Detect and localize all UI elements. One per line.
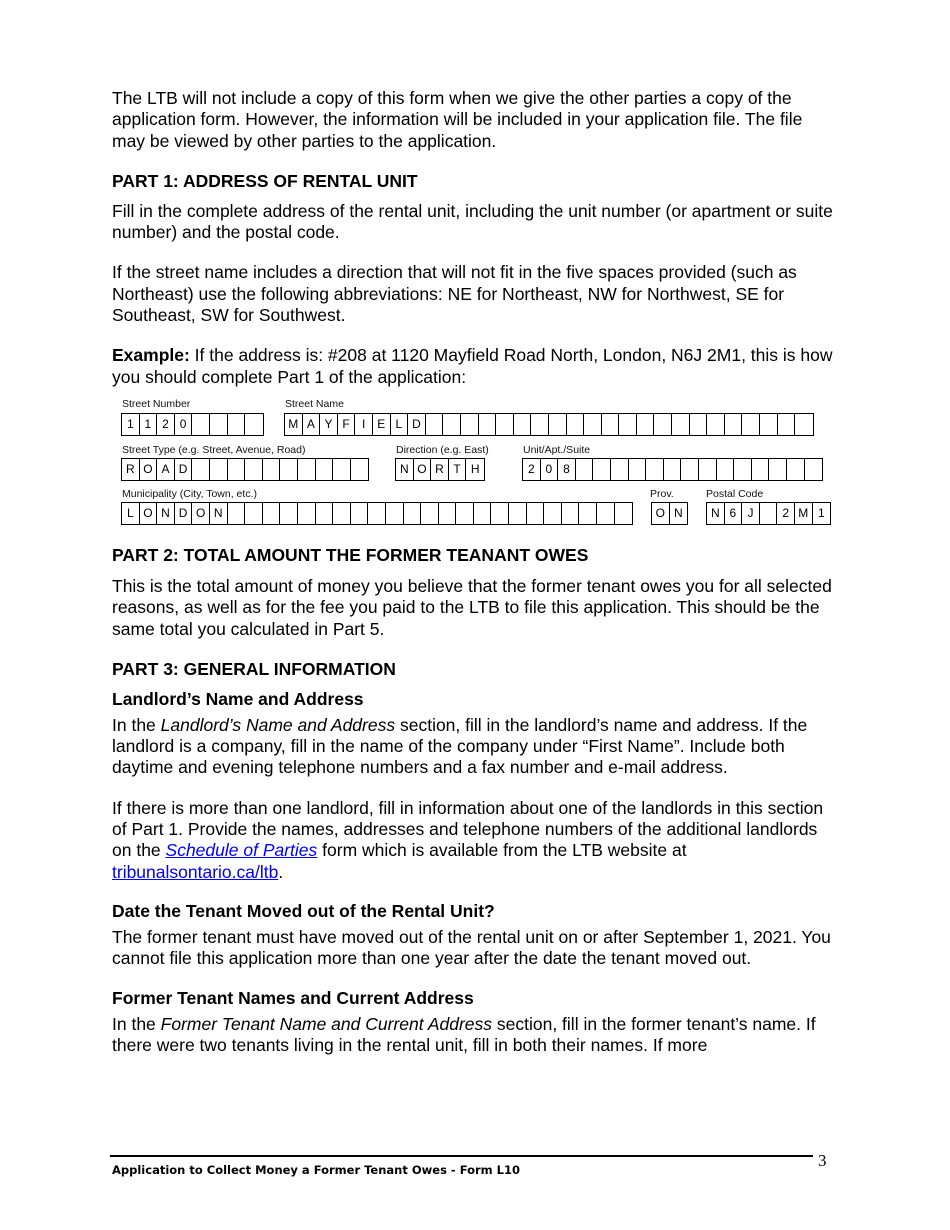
char-box: D	[175, 459, 193, 480]
char-box	[298, 459, 316, 480]
text-em: Landlord’s Name and Address	[160, 714, 396, 735]
char-box: 2	[523, 459, 541, 480]
char-box: 1	[122, 414, 140, 435]
char-box: N	[707, 503, 725, 524]
char-box	[778, 414, 796, 435]
example-label: Example:	[112, 345, 190, 366]
char-box	[192, 459, 210, 480]
char-box: O	[414, 459, 432, 480]
schedule-of-parties-link[interactable]: Schedule of Parties	[165, 840, 318, 861]
char-box	[245, 459, 263, 480]
char-box: M	[285, 414, 303, 435]
former-tenant-heading: Former Tenant Names and Current Address	[112, 987, 474, 1008]
char-box: D	[408, 414, 426, 435]
char-box	[717, 459, 735, 480]
char-box	[593, 459, 611, 480]
char-box: Y	[320, 414, 338, 435]
char-box: 1	[818, 506, 825, 521]
page-number: 3	[818, 1151, 827, 1170]
postal-code-boxes	[706, 502, 831, 525]
char-box	[611, 459, 629, 480]
char-box: 6	[725, 503, 743, 524]
char-box	[752, 459, 770, 480]
char-box: N	[157, 503, 175, 524]
char-box: R	[431, 459, 449, 480]
char-box	[760, 503, 778, 524]
char-box: O	[192, 503, 210, 524]
char-box	[707, 414, 725, 435]
char-box: M	[795, 503, 813, 524]
text: If there is more than one landlord, fill in information about one of the landlords in this section of Part 1. Provide the names, addresses and telephone numbers of the additional landlords on the	[112, 797, 824, 861]
landlord-paragraph-1	[112, 715, 834, 779]
char-box: N	[674, 506, 683, 521]
char-box	[228, 414, 246, 435]
part1-heading: PART 1: ADDRESS OF RENTAL UNIT	[112, 170, 418, 191]
char-box	[742, 414, 760, 435]
text: form which is available from the LTB website at	[317, 840, 687, 861]
char-box	[615, 503, 633, 524]
street-type-label: Street Type (e.g. Street, Avenue, Road)	[122, 443, 306, 456]
char-box	[351, 459, 369, 480]
char-box	[602, 414, 620, 435]
char-box	[298, 503, 316, 524]
char-box	[479, 414, 497, 435]
intro-paragraph: The LTB will not include a copy of this form when we give the other parties a copy of the application form. However, the information will be included in your application file. The file may be viewed by other parties to the application.	[112, 88, 803, 151]
char-box	[456, 503, 474, 524]
char-box: I	[355, 414, 373, 435]
char-box: 2	[157, 414, 175, 435]
char-box	[386, 503, 404, 524]
char-box	[263, 459, 281, 480]
char-box: O	[652, 503, 670, 524]
char-box	[316, 503, 334, 524]
char-box	[245, 414, 263, 435]
char-box	[280, 503, 298, 524]
char-box	[664, 459, 682, 480]
char-box	[228, 503, 246, 524]
char-box	[787, 459, 805, 480]
street-name-boxes	[284, 413, 814, 436]
char-box	[404, 503, 422, 524]
street-number-boxes	[121, 413, 264, 436]
char-box: 1	[140, 414, 158, 435]
date-heading: Date the Tenant Moved out of the Rental Unit?	[112, 900, 495, 921]
char-box	[333, 459, 351, 480]
char-box	[567, 414, 585, 435]
char-box	[619, 414, 637, 435]
char-box	[443, 414, 461, 435]
char-box	[527, 503, 545, 524]
char-box: A	[157, 459, 175, 480]
char-box: J	[742, 503, 760, 524]
char-box	[263, 503, 281, 524]
char-box	[192, 414, 210, 435]
direction-label: Direction (e.g. East)	[396, 443, 489, 456]
char-box	[280, 459, 298, 480]
char-box	[426, 414, 444, 435]
char-box	[690, 414, 708, 435]
char-box	[725, 414, 743, 435]
char-box: L	[391, 414, 409, 435]
char-box	[646, 459, 664, 480]
char-box: N	[396, 459, 414, 480]
text-em: Former Tenant Name and Current Address	[160, 1013, 493, 1034]
part1-paragraph-2: If the street name includes a direction that will not fit in the five spaces provided (such as Northeast) use the following abbreviations: NE for Northeast, NW for Northwest, SE for Southeast, SW for Southwest.	[112, 262, 797, 326]
part1-example	[112, 345, 834, 388]
char-box	[681, 459, 699, 480]
char-box	[562, 503, 580, 524]
char-box	[316, 459, 334, 480]
unit-boxes	[522, 458, 823, 481]
char-box: 0	[175, 414, 193, 435]
landlord-paragraph-2	[112, 798, 834, 883]
date-paragraph: The former tenant must have moved out of the rental unit on or after September 1, 2021. You cannot file this application more than one year after the date the tenant moved out.	[112, 926, 831, 969]
footer-title: Application to Collect Money a Former Tenant Owes - Form L10	[112, 1163, 520, 1177]
char-box: A	[303, 414, 321, 435]
footer-rule	[110, 1155, 813, 1157]
char-box	[514, 414, 532, 435]
char-box: E	[373, 414, 391, 435]
char-box	[333, 503, 351, 524]
char-box	[421, 503, 439, 524]
landlord-heading: Landlord’s Name and Address	[112, 688, 364, 709]
part3-heading: PART 3: GENERAL INFORMATION	[112, 658, 396, 679]
char-box	[769, 459, 787, 480]
postal-code-label: Postal Code	[706, 487, 764, 500]
char-box	[496, 414, 514, 435]
char-box	[734, 459, 752, 480]
char-box	[461, 414, 479, 435]
char-box: O	[140, 503, 158, 524]
char-box: 0	[541, 459, 559, 480]
char-box: R	[122, 459, 140, 480]
char-box	[491, 503, 509, 524]
char-box	[210, 414, 228, 435]
prov-boxes	[651, 502, 688, 525]
char-box	[228, 459, 246, 480]
char-box	[439, 503, 457, 524]
char-box	[474, 503, 492, 524]
char-box: O	[140, 459, 158, 480]
part2-paragraph: This is the total amount of money you believe that the former tenant owes you for all selected reasons, as well as for the fee you paid to the LTB to file this application. This should be the same total you calculated in Part 5.	[112, 575, 832, 639]
address-form-example	[112, 398, 834, 528]
text: In the	[112, 1013, 161, 1034]
char-box	[351, 503, 369, 524]
char-box: 8	[558, 459, 576, 480]
char-box	[795, 414, 813, 435]
char-box: 2	[777, 503, 795, 524]
char-box	[699, 459, 717, 480]
municipality-label: Municipality (City, Town, etc.)	[122, 487, 257, 500]
street-name-label: Street Name	[285, 397, 344, 410]
page-body	[112, 88, 834, 1056]
part1-paragraph-1: Fill in the complete address of the rental unit, including the unit number (or apartment or suite number) and the postal code.	[112, 200, 833, 243]
char-box: H	[470, 462, 480, 477]
municipality-boxes	[121, 502, 633, 525]
street-type-boxes	[121, 458, 369, 481]
char-box: F	[338, 414, 356, 435]
char-box	[672, 414, 690, 435]
char-box	[210, 459, 228, 480]
example-text: If the address is: #208 at 1120 Mayfield Road North, London, N6J 2M1, this is how you should complete Part 1 of the application:	[112, 345, 833, 387]
char-box	[368, 503, 386, 524]
text: In the	[112, 714, 161, 735]
char-box	[531, 414, 549, 435]
char-box: N	[210, 503, 228, 524]
char-box	[654, 414, 672, 435]
char-box: D	[175, 503, 193, 524]
char-box	[549, 414, 567, 435]
char-box: T	[449, 459, 467, 480]
char-box: L	[122, 503, 140, 524]
part2-heading: PART 2: TOTAL AMOUNT THE FORMER TEANANT OWES	[112, 544, 589, 565]
char-box	[509, 503, 527, 524]
street-number-label: Street Number	[122, 397, 191, 410]
char-box	[637, 414, 655, 435]
prov-label: Prov.	[650, 487, 674, 500]
char-box	[544, 503, 562, 524]
char-box	[245, 503, 263, 524]
char-box	[597, 503, 615, 524]
unit-label: Unit/Apt./Suite	[523, 443, 591, 456]
char-box	[760, 414, 778, 435]
tribunals-ontario-link[interactable]: tribunalsontario.ca/ltb	[112, 861, 279, 882]
text: section, fill in the former tenant’s name. If there were two tenants living in the rental unit, fill in both their names. If more	[112, 1013, 816, 1055]
char-box	[805, 459, 823, 480]
text: .	[278, 861, 284, 882]
char-box	[576, 459, 594, 480]
former-tenant-paragraph	[112, 1014, 834, 1057]
direction-boxes	[395, 458, 485, 481]
char-box	[584, 414, 602, 435]
char-box	[579, 503, 597, 524]
char-box	[629, 459, 647, 480]
text: section, fill in the landlord’s name and address. If the landlord is a company, fill in the name of the company under “First Name”. Include both daytime and evening telephone numbers and a fax number and e-mail address.	[112, 714, 808, 778]
